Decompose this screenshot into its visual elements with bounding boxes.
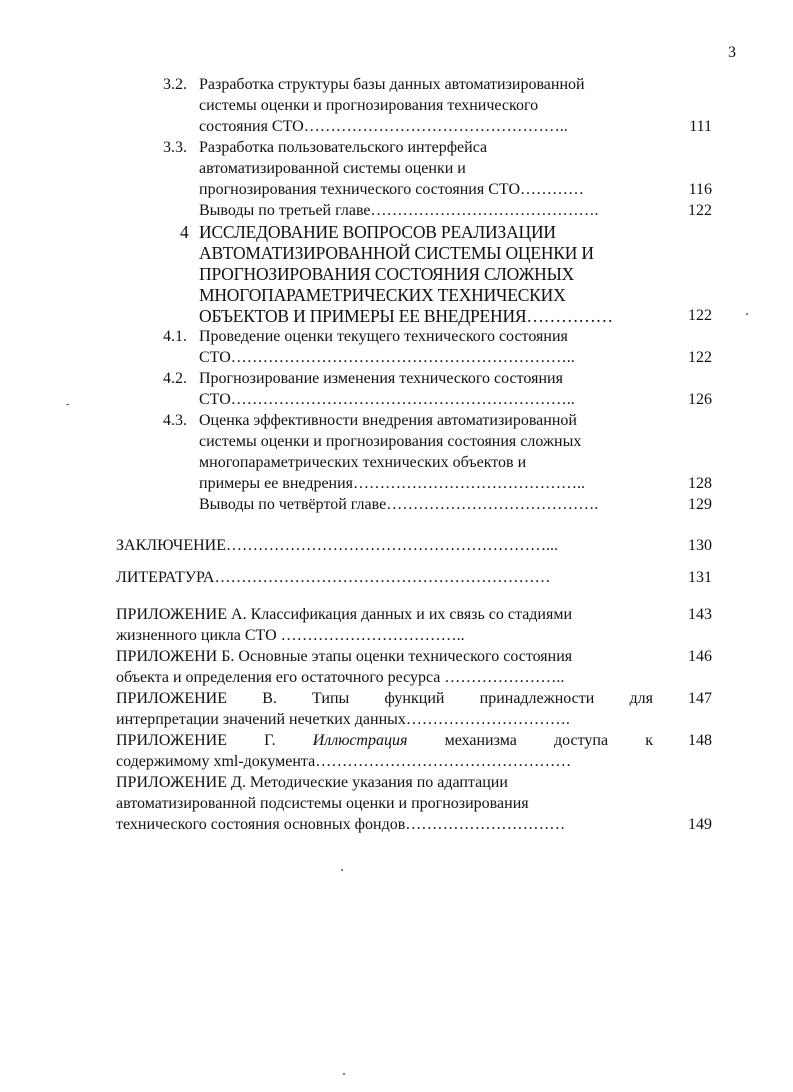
- toc-num-3-3: 3.3.: [163, 139, 187, 156]
- toc-appendix-a-page: 143: [688, 606, 712, 623]
- toc-num-4-2: 4.2.: [163, 370, 187, 387]
- toc-ch4-page: 122: [688, 307, 712, 324]
- toc-3-3-page: 116: [688, 181, 712, 198]
- toc-appendix-g-word: Г.: [264, 732, 276, 749]
- toc-conclusions-ch4-page: 129: [688, 496, 712, 513]
- toc-appendix-b-line-1: ПРИЛОЖЕНИ Б. Основные этапы оценки технического состояния: [116, 648, 573, 665]
- toc-appendix-a-line-1: ПРИЛОЖЕНИЕ А. Классификация данных и их связь со стадиями: [116, 606, 573, 623]
- toc-appendix-d-line-3: технического состояния основных фондов…………………………: [116, 816, 566, 833]
- toc-conclusion-page: 130: [688, 537, 712, 554]
- toc-3-2-page: 111: [689, 118, 712, 135]
- toc-3-2-line-1: Разработка структуры базы данных автоматизированной: [199, 76, 585, 93]
- toc-4-2-line-2: СТО………………………………………………………..: [199, 391, 575, 408]
- toc-appendix-d-page: 149: [688, 816, 712, 833]
- toc-4-3-page: 128: [688, 475, 712, 492]
- toc-ch4-line-4: МНОГОПАРАМЕТРИЧЕСКИХ ТЕХНИЧЕСКИХ: [199, 285, 566, 305]
- toc-literature-page: 131: [688, 569, 712, 586]
- toc-3-3-line-3: прогнозирования технического состояния СТО…………: [199, 181, 584, 198]
- toc-conclusions-ch3: Выводы по третьей главе…………………………………….: [199, 202, 599, 219]
- toc-4-3-line-1: Оценка эффективности внедрения автоматизированной: [199, 412, 577, 429]
- toc-appendix-g-page: 148: [688, 732, 712, 749]
- scan-speck: [343, 1073, 345, 1075]
- toc-ch4-line-2: АВТОМАТИЗИРОВАННОЙ СИСТЕМЫ ОЦЕНКИ И: [199, 243, 594, 263]
- toc-conclusions-ch4: Выводы по четвёртой главе………………………………….: [199, 496, 599, 513]
- toc-appendix-g-word: ПРИЛОЖЕНИЕ: [116, 732, 228, 749]
- toc-appendix-d-line-1: ПРИЛОЖЕНИЕ Д. Методические указания по адаптации: [116, 774, 508, 791]
- toc-3-3-line-1: Разработка пользовательского интерфейса: [199, 139, 488, 156]
- toc-literature: ЛИТЕРАТУРА………………………………………………………: [116, 569, 551, 586]
- toc-conclusions-ch3-page: 122: [688, 202, 712, 219]
- toc-appendix-g-word: доступа: [553, 732, 609, 749]
- toc-appendix-v-word: принадлежности: [479, 690, 595, 707]
- scan-speck: [341, 869, 343, 871]
- toc-4-1-page: 122: [688, 349, 712, 366]
- toc-appendix-v-word: функций: [384, 690, 445, 707]
- toc-appendix-g-line-2: содержимому xml-документа…………………………………………: [116, 753, 572, 770]
- toc-num-ch4: 4: [180, 222, 189, 242]
- toc-4-2-page: 126: [688, 391, 712, 408]
- toc-4-3-line-3: многопараметрических технических объектов и: [199, 454, 527, 471]
- toc-appendix-v-page: 147: [688, 690, 712, 707]
- toc-4-3-line-2: системы оценки и прогнозирования состояния сложных: [199, 433, 582, 450]
- toc-ch4-line-3: ПРОГНОЗИРОВАНИЯ СОСТОЯНИЯ СЛОЖНЫХ: [199, 264, 575, 284]
- toc-appendix-g-line-1: [116, 731, 653, 751]
- toc-appendix-b-line-2: объекта и определения его остаточного ресурса …………………..: [116, 669, 565, 686]
- toc-4-3-line-4: примеры ее внедрения……………………………………..: [199, 475, 586, 492]
- toc-4-2-line-1: Прогнозирование изменения технического состояния: [199, 370, 563, 387]
- toc-4-1-line-1: Проведение оценки текущего технического состояния: [199, 328, 568, 345]
- toc-appendix-g-word: механизма: [444, 732, 517, 749]
- toc-3-2-line-2: системы оценки и прогнозирования технического: [199, 97, 539, 114]
- page-number: 3: [728, 44, 736, 61]
- toc-appendix-v-word: ПРИЛОЖЕНИЕ: [116, 690, 228, 707]
- toc-4-1-line-2: СТО………………………………………………………..: [199, 349, 575, 366]
- scan-speck: [746, 313, 748, 315]
- toc-appendix-v-word: Типы: [312, 690, 350, 707]
- toc-appendix-v-line-2: интерпретации значений нечетких данных………………………….: [116, 711, 570, 728]
- toc-appendix-d-line-2: автоматизированной подсистемы оценки и прогнозирования: [116, 795, 529, 812]
- toc-ch4-line-1: ИССЛЕДОВАНИЕ ВОПРОСОВ РЕАЛИЗАЦИИ: [199, 222, 556, 242]
- toc-appendix-b-page: 146: [688, 648, 712, 665]
- toc-appendix-g-word: к: [645, 732, 653, 749]
- toc-conclusion: ЗАКЛЮЧЕНИЕ……………………………………………………...: [116, 537, 558, 554]
- toc-appendix-v-line-1: [116, 689, 653, 709]
- toc-ch4-line-5: ОБЪЕКТОВ И ПРИМЕРЫ ЕЕ ВНЕДРЕНИЯ……………: [199, 306, 613, 326]
- toc-3-2-line-3: состояния СТО…………………………………………..: [199, 118, 568, 135]
- toc-appendix-g-word: Иллюстрация: [312, 732, 408, 749]
- toc-3-3-line-2: автоматизированной системы оценки и: [199, 160, 466, 177]
- toc-num-4-1: 4.1.: [163, 328, 187, 345]
- toc-num-3-2: 3.2.: [163, 76, 187, 93]
- toc-appendix-v-word: для: [629, 690, 653, 707]
- toc-appendix-a-line-2: жизненного цикла СТО ……………………………..: [116, 627, 465, 644]
- toc-num-4-3: 4.3.: [163, 412, 187, 429]
- toc-appendix-v-word: В.: [262, 690, 277, 707]
- scan-speck: [66, 404, 69, 405]
